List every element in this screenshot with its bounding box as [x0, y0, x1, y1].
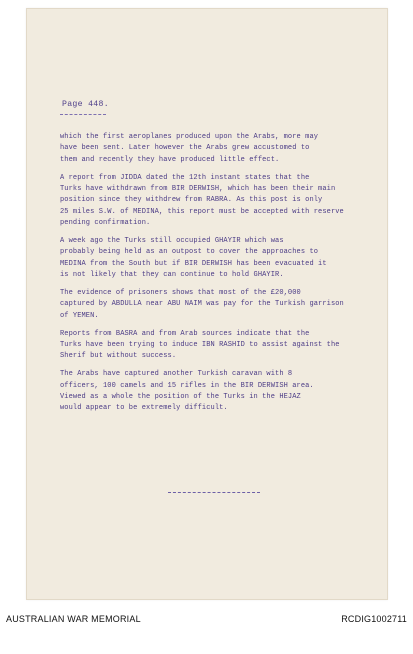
header-divider — [60, 114, 106, 115]
page-number: Page 448. — [62, 100, 109, 109]
paragraph-aeroplanes: which the first aeroplanes produced upon the Arabs, more may have been sent. Later however the Arabs grew accustomed to them and recently they have produced little effect. — [60, 133, 319, 164]
archive-footer — [0, 612, 413, 636]
footer-reference-id: RCDIG1002711 — [341, 614, 407, 624]
end-divider — [168, 492, 260, 493]
footer-institution: AUSTRALIAN WAR MEMORIAL — [6, 614, 141, 624]
paragraph-jidda-report: A report from JIDDA dated the 12th instant states that the Turks have withdrawn from BIR DERWISH, which has been their main position since they withdrew from RABRA. As this post is only 25 miles S.W. of MEDINA, this report must be accepted with reserve pending confirmation. — [60, 173, 344, 228]
document-body — [60, 132, 360, 421]
paragraph-basra: Reports from BASRA and from Arab sources indicate that the Turks have been trying to induce IBN RASHID to assist against the Sherif but without success. — [60, 329, 340, 361]
paragraph-ghayir: A week ago the Turks still occupied GHAYIR which was probably being held as an outpost to cover the approaches to MEDINA from the South but if BIR DERWISH has been evacuated it is not likely that they can continue to hold GHAYIR. — [60, 237, 327, 280]
paragraph-caravan: The Arabs have captured another Turkish caravan with 8 officers, 100 camels and 15 rifles in the BIR DERWISH area. Viewed as a whole the position of the Turks in the HEJAZ would appear to be extremely difficult. — [60, 370, 314, 413]
paragraph-prisoners: The evidence of prisoners shows that most of the £20,000 captured by ABDULLA near ABU NAIM was pay for the Turkish garrison of YEMEN. — [60, 289, 344, 320]
